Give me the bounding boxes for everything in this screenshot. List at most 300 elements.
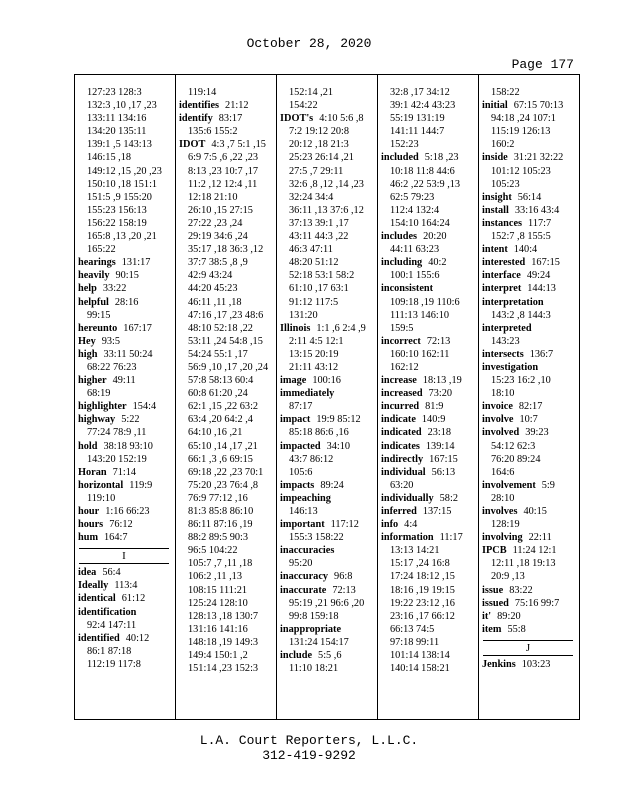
index-page-refs — [433, 283, 439, 294]
index-continuation-refs: 105:23 — [491, 178, 520, 190]
index-page-refs: 72:13 — [332, 584, 356, 596]
index-continuation-refs: 27:22 ,23 ,24 — [188, 217, 243, 229]
index-entry — [75, 269, 175, 282]
index-entry — [479, 217, 579, 230]
index-entry — [378, 282, 478, 295]
index-entry — [277, 322, 377, 335]
index-page-refs: 89:20 — [497, 610, 521, 622]
index-entry — [479, 256, 579, 269]
index-page-refs: 21:12 — [225, 100, 249, 112]
index-page-refs: 71:14 — [112, 466, 137, 478]
index-page-refs: 140:9 — [421, 414, 446, 426]
index-word: involves — [482, 506, 518, 517]
index-continuation-refs: 36:11 ,13 37:6 ,12 — [289, 204, 364, 216]
index-continuation-refs: 146:13 — [289, 506, 318, 517]
index-word: identical — [78, 593, 116, 605]
index-word: Jenkins — [482, 658, 516, 670]
index-continuation-refs: 29:19 34:6 ,24 — [188, 231, 248, 243]
index-word: including — [381, 257, 423, 269]
index-continuation-refs: 23:16 ,17 66:12 — [390, 610, 455, 622]
index-word: info — [381, 519, 399, 531]
index-continuation-refs: 20:12 ,18 21:3 — [289, 139, 349, 151]
index-page-refs: 58:2 — [439, 492, 458, 504]
index-continuation-refs: 141:11 144:7 — [390, 126, 445, 138]
index-page-refs: 67:15 70:13 — [513, 100, 564, 112]
index-entry — [378, 440, 478, 453]
index-entry — [479, 204, 579, 217]
index-continuation-refs: 109:18 ,19 110:6 — [390, 296, 460, 308]
index-entry — [75, 440, 175, 453]
index-entry — [378, 230, 478, 243]
index-page-refs: 4:4 — [404, 519, 418, 531]
index-word: inaccurate — [280, 584, 327, 596]
index-entry — [277, 387, 377, 400]
index-continuation-refs: 46:3 47:11 — [289, 244, 333, 256]
index-page-refs: 164:7 — [104, 532, 128, 544]
index-continuation-refs: 131:20 — [289, 309, 318, 321]
index-entry — [479, 531, 579, 544]
index-page-refs — [341, 624, 347, 635]
index-word: invoice — [482, 401, 513, 413]
index-continuation-refs: 101:14 138:14 — [390, 650, 450, 662]
index-entry — [75, 413, 175, 426]
index-entry — [378, 151, 478, 164]
reporter-phone: 312-419-9292 — [262, 748, 356, 763]
index-continuation-refs: 85:18 86:6 ,16 — [289, 427, 349, 439]
index-page-refs: 56:4 — [102, 567, 121, 579]
index-continuation-refs: 62:1 ,15 ,22 63:2 — [188, 401, 259, 413]
index-continuation-refs: 27:5 ,7 29:11 — [289, 165, 344, 177]
index-entry — [277, 413, 377, 426]
index-word: include — [280, 650, 313, 662]
index-entry — [378, 374, 478, 387]
index-entry — [378, 400, 478, 413]
index-word: impacts — [280, 479, 315, 491]
index-page-refs: 20:20 — [423, 231, 447, 243]
index-entry — [479, 282, 579, 295]
index-page-refs: 100:16 — [312, 375, 341, 387]
index-page-refs: 23:18 — [427, 427, 452, 439]
index-page-refs: 40:12 — [125, 632, 150, 644]
index-continuation-refs: 111:13 146:10 — [390, 309, 450, 321]
index-continuation-refs: 106:2 ,11 ,13 — [188, 571, 242, 583]
index-page-refs: 34:10 — [326, 440, 351, 452]
index-page-refs: 103:23 — [521, 658, 551, 670]
index-page-refs: 167:15 — [531, 257, 560, 269]
index-continuation-refs: 148:18 ,19 149:3 — [188, 636, 259, 648]
index-continuation-refs: 81:3 85:8 86:10 — [188, 506, 254, 517]
index-continuation-refs: 21:11 43:12 — [289, 361, 339, 373]
index-continuation-refs: 44:11 63:23 — [390, 244, 440, 256]
index-continuation-refs: 18:10 — [491, 388, 515, 400]
index-page-refs: 144:13 — [527, 283, 556, 295]
index-page-refs: 22:11 — [528, 532, 552, 544]
index-continuation-refs: 132:3 ,10 ,17 ,23 — [87, 100, 157, 112]
index-continuation-refs: 115:19 126:13 — [491, 126, 551, 138]
index-continuation-refs: 48:20 51:12 — [289, 257, 339, 269]
index-entry — [75, 505, 175, 518]
index-word: highlighter — [78, 401, 127, 413]
index-word: issue — [482, 584, 504, 596]
index-entry — [75, 518, 175, 531]
index-entry — [75, 606, 175, 619]
index-word: interpretation — [482, 296, 544, 308]
index-page-refs: 5:5 ,6 — [318, 650, 342, 662]
index-continuation-refs: 12:18 21:10 — [188, 191, 238, 203]
index-continuation-refs: 65:10 ,14 ,17 ,21 — [188, 440, 258, 452]
index-continuation-refs: 32:8 ,17 34:12 — [390, 87, 450, 98]
index-page-refs: 49:24 — [526, 270, 551, 282]
index-word: important — [280, 519, 325, 531]
index-word: individually — [381, 492, 434, 504]
index-word: help — [78, 283, 97, 295]
index-page-refs — [334, 545, 340, 556]
index-word: indicates — [381, 440, 420, 452]
index-continuation-refs: 18:16 ,19 19:15 — [390, 584, 455, 596]
index-page-refs: 40:15 — [523, 506, 547, 517]
index-continuation-refs: 20:9 ,13 — [491, 571, 525, 583]
index-entry — [277, 492, 377, 505]
index-word: impact — [280, 414, 311, 426]
index-continuation-refs: 57:8 58:13 60:4 — [188, 375, 254, 387]
index-continuation-refs: 28:10 — [491, 492, 515, 504]
footer — [0, 733, 618, 763]
index-continuation-refs: 99:8 159:18 — [289, 610, 339, 622]
index-continuation-refs: 25:23 26:14 ,21 — [289, 152, 354, 164]
index-word: Ideally — [78, 580, 109, 592]
index-continuation-refs: 131:16 141:16 — [188, 623, 248, 635]
index-word: inaccuracies — [280, 545, 335, 557]
index-continuation-refs: 44:20 45:23 — [188, 283, 238, 295]
index-word: higher — [78, 375, 107, 387]
index-word: hum — [78, 532, 99, 544]
index-continuation-refs: 37:7 38:5 ,8 ,9 — [188, 257, 248, 269]
index-word: incurred — [381, 401, 420, 413]
index-continuation-refs: 91:12 117:5 — [289, 296, 339, 308]
index-entry — [75, 348, 175, 361]
index-word: inferred — [381, 506, 417, 517]
index-word: hereunto — [78, 322, 118, 334]
index-word: inaccuracy — [280, 571, 329, 583]
index-page-refs: 1:16 66:23 — [105, 506, 150, 517]
index-word: involve — [482, 414, 514, 426]
index-page-refs: 18:13 ,19 — [422, 375, 462, 387]
index-entry — [479, 610, 579, 623]
index-word: hours — [78, 519, 104, 531]
index-continuation-refs: 135:6 155:2 — [188, 126, 238, 138]
index-page-refs: 33:11 50:24 — [103, 348, 153, 360]
index-column-2 — [175, 75, 276, 719]
index-continuation-refs: 94:18 ,24 107:1 — [491, 113, 556, 125]
index-word: individual — [381, 466, 426, 478]
index-entry — [378, 466, 478, 479]
index-word: hour — [78, 506, 100, 517]
index-word: increase — [381, 375, 417, 387]
index-word: intent — [482, 244, 508, 256]
index-entry — [277, 584, 377, 597]
index-word: includes — [381, 231, 418, 243]
index-page-refs: 140:4 — [513, 244, 538, 256]
index-entry — [277, 518, 377, 531]
index-continuation-refs: 60:8 61:20 ,24 — [188, 388, 248, 400]
index-entry — [479, 597, 579, 610]
index-entry — [277, 374, 377, 387]
index-entry — [277, 479, 377, 492]
index-word: heavily — [78, 270, 110, 282]
index-continuation-refs: 140:14 158:21 — [390, 663, 450, 675]
index-page-refs: 167:17 — [123, 322, 152, 334]
index-page-refs: 75:16 99:7 — [514, 597, 560, 609]
index-word: highway — [78, 414, 116, 426]
index-column-1 — [75, 75, 175, 719]
index-entry — [176, 99, 276, 112]
index-page-refs: 5:18 ,23 — [424, 152, 459, 164]
index-entry — [479, 191, 579, 204]
index-word: identification — [78, 606, 137, 618]
index-page-refs: 5:9 — [541, 479, 555, 491]
index-continuation-refs: 61:10 ,17 63:1 — [289, 283, 349, 295]
index-word: idea — [78, 567, 97, 579]
index-word: item — [482, 623, 502, 635]
index-page-refs: 38:18 93:10 — [103, 440, 153, 452]
index-letter-heading: J — [483, 640, 573, 656]
index-continuation-refs: 112:4 132:4 — [390, 204, 440, 216]
index-continuation-refs: 86:1 87:18 — [87, 645, 132, 657]
index-continuation-refs: 7:2 19:12 20:8 — [289, 126, 350, 138]
index-continuation-refs: 165:8 ,13 ,20 ,21 — [87, 231, 157, 243]
index-word: inappropriate — [280, 623, 342, 635]
index-entry — [378, 492, 478, 505]
index-continuation-refs: 92:4 147:11 — [87, 619, 137, 631]
index-word: indicated — [381, 427, 422, 439]
index-entry — [75, 479, 175, 492]
index-entry — [378, 335, 478, 348]
index-entry — [479, 151, 579, 164]
index-entry — [479, 99, 579, 112]
index-entry — [479, 413, 579, 426]
index-continuation-refs: 55:19 131:19 — [390, 113, 445, 125]
index-continuation-refs: 95:20 — [289, 558, 313, 570]
index-continuation-refs: 88:2 89:5 90:3 — [188, 532, 249, 544]
index-continuation-refs: 63:20 — [390, 479, 414, 491]
index-continuation-refs: 39:1 42:4 43:23 — [390, 100, 456, 112]
index-continuation-refs: 164:6 — [491, 466, 515, 478]
index-word: involved — [482, 427, 520, 439]
index-page-refs: 113:4 — [114, 580, 138, 592]
reporter-name: L.A. Court Reporters, L.L.C. — [199, 733, 419, 748]
index-entry — [479, 623, 579, 636]
index-page-refs: 83:22 — [509, 584, 533, 596]
index-continuation-refs: 127:23 128:3 — [87, 87, 142, 98]
index-page-refs: 137:15 — [422, 506, 452, 517]
index-page-refs: 154:4 — [132, 401, 157, 413]
index-word: impacted — [280, 440, 321, 452]
index-continuation-refs: 158:22 — [491, 87, 520, 98]
index-word: hearings — [78, 257, 116, 269]
index-continuation-refs: 35:17 ,18 36:3 ,12 — [188, 244, 264, 256]
index-continuation-refs: 165:22 — [87, 244, 116, 256]
index-word: horizontal — [78, 479, 124, 491]
index-word: increased — [381, 388, 423, 400]
index-word: indicate — [381, 414, 416, 426]
index-word: impeaching — [280, 492, 331, 504]
index-continuation-refs: 100:1 155:6 — [390, 270, 440, 282]
index-continuation-refs: 77:24 78:9 ,11 — [87, 427, 147, 439]
index-entry — [378, 531, 478, 544]
index-continuation-refs: 46:11 ,11 ,18 — [188, 296, 242, 308]
index-page-refs: 11:24 12:1 — [512, 545, 557, 557]
index-entry — [75, 322, 175, 335]
index-continuation-refs: 146:15 ,18 — [87, 152, 132, 164]
index-word: interpret — [482, 283, 522, 295]
index-continuation-refs: 152:7 ,8 155:5 — [491, 231, 551, 243]
index-continuation-refs: 99:15 — [87, 309, 111, 321]
index-continuation-refs: 56:9 ,10 ,17 ,20 ,24 — [188, 361, 269, 373]
index-continuation-refs: 63:4 ,20 64:2 ,4 — [188, 414, 253, 426]
index-entry — [75, 282, 175, 295]
index-continuation-refs: 105:6 — [289, 466, 313, 478]
index-continuation-refs: 108:15 111:21 — [188, 584, 248, 596]
index-word: issued — [482, 597, 509, 609]
index-page-refs: 73:20 — [428, 388, 453, 400]
index-continuation-refs: 76:20 89:24 — [491, 453, 541, 465]
index-page-refs: 56:13 — [431, 466, 456, 478]
index-continuation-refs: 11:2 ,12 12:4 ,11 — [188, 178, 258, 190]
index-continuation-refs: 19:22 23:12 ,16 — [390, 597, 455, 609]
index-page-refs: 167:15 — [429, 453, 458, 465]
index-page-refs: 72:13 — [426, 335, 451, 347]
index-continuation-refs: 68:19 — [87, 388, 111, 400]
index-word: inconsistent — [381, 283, 434, 295]
index-page-refs: 117:12 — [330, 519, 359, 531]
index-page-refs: 33:16 43:4 — [514, 204, 560, 216]
index-word: interested — [482, 257, 526, 269]
index-continuation-refs: 8:13 ,23 10:7 ,17 — [188, 165, 259, 177]
index-continuation-refs: 133:11 134:16 — [87, 113, 147, 125]
index-continuation-refs: 43:7 86:12 — [289, 453, 334, 465]
index-continuation-refs: 160:10 162:11 — [390, 348, 450, 360]
index-continuation-refs: 119:14 — [188, 87, 217, 98]
index-continuation-refs: 69:18 ,22 ,23 70:1 — [188, 466, 264, 478]
index-word: it' — [482, 610, 492, 622]
index-entry — [75, 335, 175, 348]
index-continuation-refs: 17:24 18:12 ,15 — [390, 571, 455, 583]
index-entry — [75, 296, 175, 309]
index-word: helpful — [78, 296, 109, 308]
index-entry — [479, 243, 579, 256]
index-word: IPCB — [482, 545, 507, 557]
index-page-refs: 139:14 — [425, 440, 455, 452]
index-continuation-refs: 12:11 ,18 19:13 — [491, 558, 556, 570]
index-entry — [75, 632, 175, 645]
index-entry — [75, 374, 175, 387]
index-word: hold — [78, 440, 98, 452]
index-word: instances — [482, 217, 523, 229]
index-word: identify — [179, 113, 213, 125]
index-entry — [479, 348, 579, 361]
index-page-refs: 19:9 85:12 — [316, 414, 361, 426]
index-letter-heading: I — [79, 548, 169, 564]
index-continuation-refs: 128:19 — [491, 519, 520, 531]
index-word: image — [280, 375, 307, 387]
index-continuation-refs: 32:6 ,8 ,12 ,14 ,23 — [289, 178, 364, 190]
index-word: involvement — [482, 479, 536, 491]
index-page-refs: 31:21 32:22 — [513, 152, 564, 164]
index-continuation-refs: 62:5 79:23 — [390, 191, 435, 203]
index-entry — [378, 256, 478, 269]
index-page-refs: 82:17 — [518, 401, 543, 413]
index-page-refs: 55:8 — [507, 623, 526, 635]
index-continuation-refs: 46:2 ,22 53:9 ,13 — [390, 178, 461, 190]
index-continuation-refs: 149:12 ,15 ,20 ,23 — [87, 165, 162, 177]
index-page-refs: 5:22 — [121, 414, 140, 426]
index-word: Hey — [78, 335, 96, 347]
index-continuation-refs: 53:11 ,24 54:8 ,15 — [188, 335, 263, 347]
index-word: Illinois — [280, 322, 311, 334]
index-page-refs — [334, 388, 340, 399]
index-entry — [277, 570, 377, 583]
index-continuation-refs: 134:20 135:11 — [87, 126, 147, 138]
index-page-refs: 81:9 — [425, 401, 444, 413]
index-continuation-refs: 11:10 18:21 — [289, 663, 339, 675]
index-word: interface — [482, 270, 521, 282]
index-entry — [479, 544, 579, 557]
index-word: IDOT's — [280, 113, 314, 125]
index-column-4 — [377, 75, 478, 719]
index-continuation-refs: 156:22 158:19 — [87, 217, 147, 229]
index-continuation-refs: 131:24 154:17 — [289, 636, 349, 648]
index-continuation-refs: 68:22 76:23 — [87, 361, 137, 373]
index-entry — [479, 479, 579, 492]
index-continuation-refs: 162:12 — [390, 361, 419, 373]
word-index-frame — [74, 74, 580, 720]
index-continuation-refs: 155:3 158:22 — [289, 532, 344, 544]
index-column-5 — [478, 75, 579, 719]
index-word: high — [78, 348, 98, 360]
index-page-refs: 83:17 — [218, 113, 243, 125]
index-page-refs: 136:7 — [529, 348, 554, 360]
index-continuation-refs: 149:4 150:1 ,2 — [188, 650, 248, 662]
index-page-refs: 39:23 — [525, 427, 549, 439]
index-word: insight — [482, 191, 512, 203]
index-continuation-refs: 52:18 53:1 58:2 — [289, 270, 355, 282]
index-page-refs: 10:7 — [519, 414, 538, 426]
index-continuation-refs: 96:5 104:22 — [188, 545, 238, 557]
index-entry — [277, 440, 377, 453]
index-entry — [75, 566, 175, 579]
index-continuation-refs: 37:13 39:1 ,17 — [289, 217, 349, 229]
index-continuation-refs: 154:22 — [289, 100, 318, 112]
index-continuation-refs: 97:18 99:11 — [390, 636, 440, 648]
index-word: included — [381, 152, 419, 164]
index-entry — [479, 322, 579, 335]
index-word: incorrect — [381, 335, 421, 347]
index-continuation-refs: 6:9 7:5 ,6 ,22 ,23 — [188, 152, 259, 164]
index-continuation-refs: 86:11 87:16 ,19 — [188, 519, 253, 531]
index-continuation-refs: 151:5 ,9 155:20 — [87, 191, 152, 203]
index-continuation-refs: 112:19 117:8 — [87, 658, 141, 670]
index-entry — [479, 426, 579, 439]
index-page-refs: 93:5 — [101, 335, 121, 347]
index-entry — [75, 592, 175, 605]
index-entry — [479, 400, 579, 413]
index-continuation-refs: 139:1 ,5 143:13 — [87, 139, 152, 151]
index-entry — [479, 296, 579, 309]
index-entry — [378, 453, 478, 466]
index-page-refs: 131:17 — [121, 257, 151, 269]
index-continuation-refs: 151:14 ,23 152:3 — [188, 663, 259, 675]
index-word: identifies — [179, 100, 220, 112]
